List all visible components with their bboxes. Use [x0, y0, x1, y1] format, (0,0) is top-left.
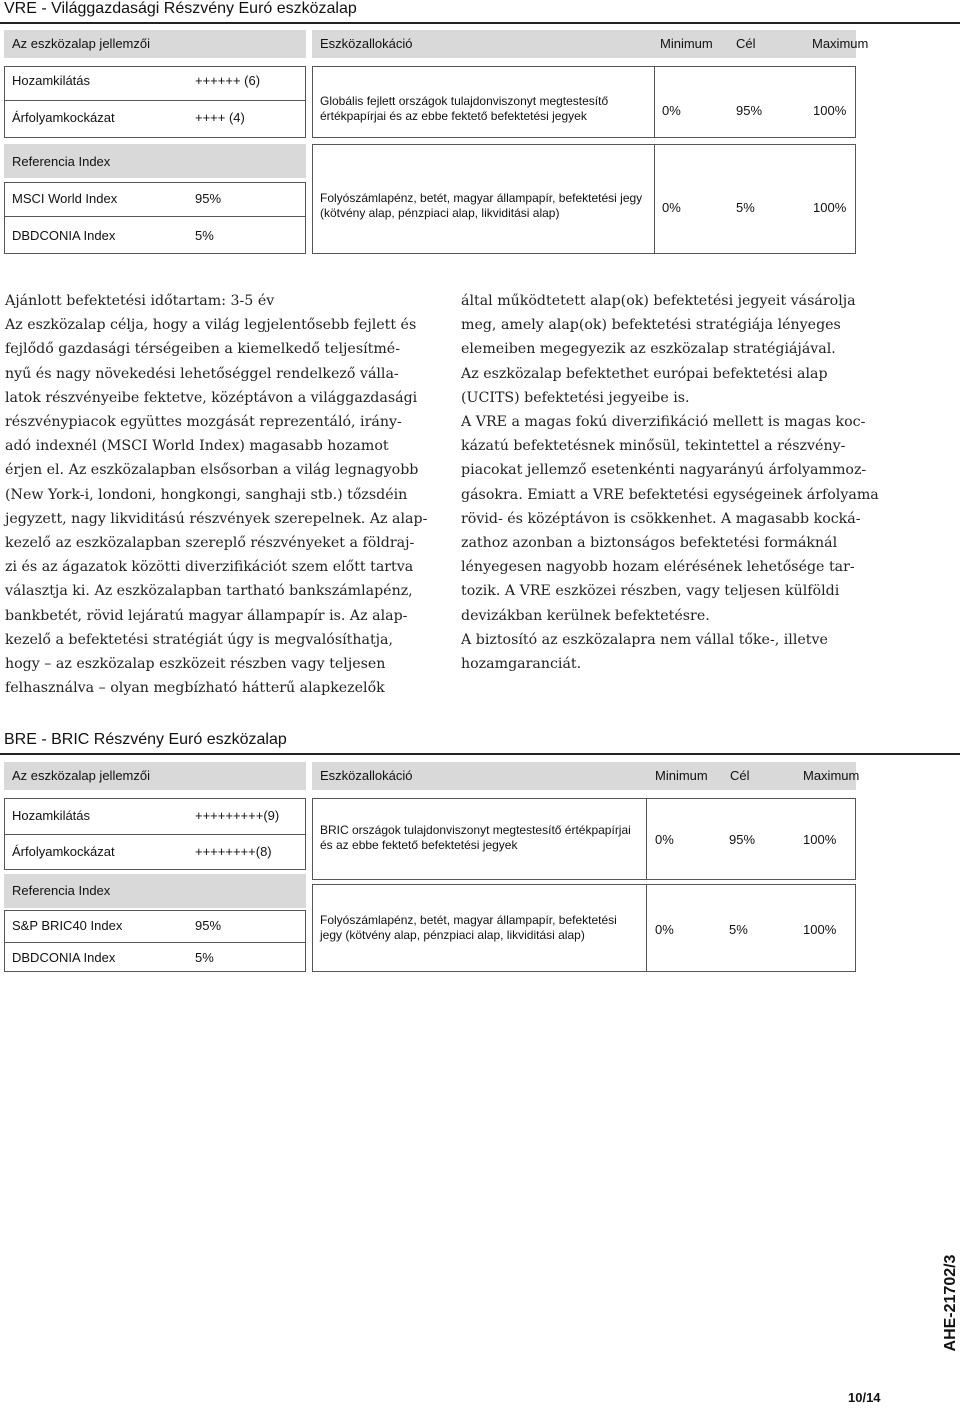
text-line: (UCITS) befektetési jegyeibe is.	[461, 389, 690, 406]
vre-alloc1-max: 100%	[813, 103, 847, 118]
vre-header-maximum: Maximum	[812, 36, 869, 51]
bre-index1-label: S&P BRIC40 Index	[12, 918, 123, 933]
bre-alloc1-max: 100%	[803, 832, 837, 847]
text-line: jegyzett, nagy likviditású részvények szerepelnek. Az alap-	[5, 510, 428, 527]
vre-yield-value: ++++++ (6)	[195, 73, 261, 88]
vre-header-allocation-label: Eszközallokáció	[320, 36, 413, 51]
document-code	[940, 1250, 960, 1360]
bre-header-cel: Cél	[730, 768, 750, 783]
text-line: elemeiben megegyezik az eszközalap stratégiájával.	[461, 341, 836, 358]
bre-alloc1-min: 0%	[655, 832, 674, 847]
text-line: lényegesen nagyobb hozam elérésének lehetősége tar-	[461, 559, 855, 576]
vre-alloc2-cel: 5%	[736, 200, 755, 215]
bre-alloc2-min: 0%	[655, 922, 674, 937]
text-line: bankbetét, rövid lejáratú magyar állampapír is. Az alap-	[5, 607, 408, 624]
vre-alloc1-text: Globális fejlett országok tulajdonviszonyt megtestesítő értékpapírjai és az ebbe fektető befektetési jegyek	[320, 94, 609, 123]
text-line: érjen el. Az eszközalapban elsősorban a világ legnagyobb	[5, 462, 419, 479]
vre-index2-label: DBDCONIA Index	[12, 228, 116, 243]
bre-index1-value: 95%	[195, 918, 222, 933]
vre-risk-label: Árfolyamkockázat	[12, 110, 115, 125]
text-line: adó indexnél (MSCI World Index) magasabb hozamot	[5, 438, 389, 455]
text-line: Az eszközalap befektethet európai befektetési alap	[461, 365, 828, 382]
bre-alloc1-divider	[646, 798, 647, 880]
bre-header-allocation-label: Eszközallokáció	[320, 768, 413, 783]
vre-alloc2-max: 100%	[813, 200, 847, 215]
text-line: piacokat jellemző esetenkénti nagyarányú árfolyammoz-	[461, 462, 867, 479]
bre-alloc2-divider	[646, 884, 647, 972]
text-line: A biztosító az eszközalapra nem vállal tőke-, illetve	[461, 631, 828, 648]
bre-reference-label: Referencia Index	[12, 883, 111, 898]
text-line: zathoz azonban a biztonságos befektetési formáknál	[461, 535, 838, 552]
vre-header-characteristics-label: Az eszközalap jellemzői	[12, 36, 151, 51]
text-line: zi és az ágazatok közötti diverzifikációt szem előtt tartva	[5, 559, 414, 576]
vre-header-cel: Cél	[736, 36, 756, 51]
text-line: Az eszközalap célja, hogy a világ legjelentősebb fejlett és	[5, 317, 417, 334]
bre-title: BRE - BRIC Részvény Euró eszközalap	[4, 731, 287, 748]
text-line: (New York-i, londoni, hongkongi, sanghaji stb.) tőzsdéin	[5, 486, 408, 503]
vre-title-rule	[0, 22, 960, 24]
text-line: meg, amely alap(ok) befektetési stratégiája lényeges	[461, 317, 841, 334]
bre-alloc2-max: 100%	[803, 922, 837, 937]
vre-title: VRE - Világgazdasági Részvény Euró eszközalap	[4, 0, 357, 17]
vre-alloc2-min: 0%	[662, 200, 681, 215]
vre-index2-value: 5%	[195, 228, 214, 243]
vre-description-right	[461, 289, 931, 676]
text-line: latok részvényeibe fektetve, középtávon a világgazdasági	[5, 389, 418, 406]
vre-index1-label: MSCI World Index	[12, 191, 118, 206]
vre-header-allocation	[312, 30, 869, 58]
vre-alloc2-divider	[654, 144, 655, 254]
bre-alloc2-cel: 5%	[729, 922, 748, 937]
vre-row-divider	[4, 100, 306, 101]
vre-reference-label: Referencia Index	[12, 154, 111, 169]
bre-alloc2-text: Folyószámlapénz, betét, magyar állampapír, befektetési jegy (kötvény alap, pénzpiaci alap, likviditási alap)	[320, 913, 617, 942]
text-line: A VRE a magas fokú diverzifikáció mellett is magas koc-	[461, 414, 866, 431]
text-line: hogy – az eszközalap eszközeit részben vagy teljesen	[5, 656, 386, 673]
bre-header-minimum: Minimum	[655, 768, 708, 783]
bre-alloc1-text: BRIC országok tulajdonviszonyt megtestesítő értékpapírjai és az ebbe fektető befektetési jegyek	[320, 823, 631, 852]
bre-ref-divider	[4, 942, 306, 943]
vre-alloc2-text: Folyószámlapénz, betét, magyar állampapír, befektetési jegy (kötvény alap, pénzpiaci alap, likviditási alap)	[320, 191, 643, 220]
bre-title-rule	[0, 753, 960, 755]
vre-risk-value: ++++ (4)	[195, 110, 245, 125]
text-line: kezelő az eszközalapban szereplő részvényeket a földraj-	[5, 535, 415, 552]
bre-header-maximum: Maximum	[803, 768, 860, 783]
bre-risk-label: Árfolyamkockázat	[12, 844, 115, 859]
text-line: kezelő a befektetési stratégiát úgy is megvalósíthatja,	[5, 631, 394, 648]
text-line: Ajánlott befektetési időtartam: 3-5 év	[5, 293, 275, 309]
vre-yield-label: Hozamkilátás	[12, 73, 91, 88]
vre-description-left	[5, 289, 445, 700]
text-line: fejlődő gazdasági térségeiben a kiemelkedő teljesítmé-	[5, 341, 400, 358]
bre-index2-label: DBDCONIA Index	[12, 950, 116, 965]
vre-ref-divider	[4, 216, 306, 217]
bre-header-characteristics-label: Az eszközalap jellemzői	[12, 768, 151, 783]
bre-alloc1-cel: 95%	[729, 832, 756, 847]
bre-index2-value: 5%	[195, 950, 214, 965]
bre-yield-value: +++++++++(9)	[195, 808, 280, 823]
text-line: tozik. A VRE eszközei részben, vagy teljesen külföldi	[461, 583, 840, 600]
text-line: választja ki. Az eszközalapban tartható bankszámlapénz,	[5, 583, 413, 600]
text-line: rövid- és középtávon is csökkenhet. A magasabb kocká-	[461, 510, 861, 527]
text-line: részvénypiacok együttes mozgását reprezentáló, irány-	[5, 414, 402, 431]
text-line: nyű és nagy növekedési lehetőséggel rendelkező válla-	[5, 365, 399, 382]
text-line: kázatú befektetésnek minősül, tekintettel a részvény-	[461, 438, 846, 455]
vre-index1-value: 95%	[195, 191, 222, 206]
page-number: 10/14	[848, 1390, 881, 1405]
vre-alloc1-divider	[654, 66, 655, 138]
vre-header-minimum: Minimum	[660, 36, 713, 51]
text-line: devizákban kerülnek befektetésre.	[461, 607, 710, 624]
document-code-label: AHE-21702/3	[942, 1254, 959, 1352]
text-line: hozamgaranciát.	[461, 656, 582, 673]
text-line: gásokra. Emiatt a VRE befektetési egységeinek árfolyama	[461, 486, 879, 503]
bre-risk-value: ++++++++(8)	[195, 844, 272, 859]
bre-header-allocation	[312, 762, 860, 790]
bre-header-characteristics	[4, 762, 306, 790]
vre-alloc1-min: 0%	[662, 103, 681, 118]
vre-header-characteristics	[4, 30, 306, 58]
vre-alloc1-cel: 95%	[736, 103, 763, 118]
bre-yield-label: Hozamkilátás	[12, 808, 91, 823]
text-line: által működtetett alap(ok) befektetési jegyeit vásárolja	[461, 293, 856, 309]
text-line: felhasználva – olyan megbízható hátterű alapkezelők	[5, 680, 385, 697]
bre-row-divider	[4, 834, 306, 835]
